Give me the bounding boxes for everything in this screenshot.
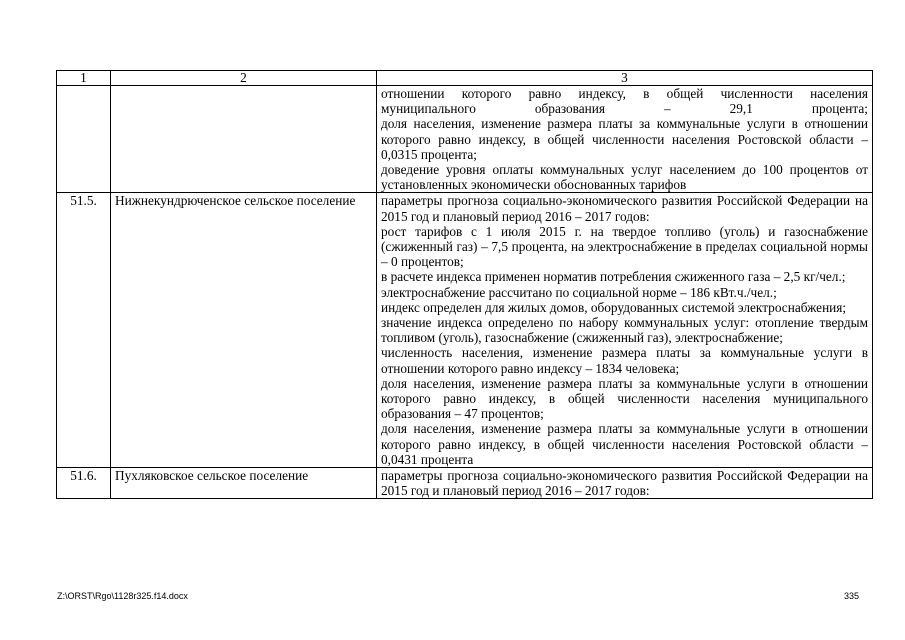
footer-page-number: 335 bbox=[844, 591, 860, 601]
description-paragraph: в расчете индекса применен норматив потребления сжиженного газа – 2,5 кг/чел.; bbox=[381, 269, 846, 285]
settlement-name bbox=[111, 86, 377, 193]
description-paragraph: электроснабжение рассчитано по социальной норме – 186 кВт.ч./чел.; bbox=[381, 284, 777, 300]
footer-file-path: Z:\ORST\Rgo\1128r325.f14.docx bbox=[57, 591, 188, 601]
description-paragraph: рост тарифов с 1 июля 2015 г. на твердое топливо (уголь) и газоснабжение (сжиженный газ) – 7,5 процента, на электроснабжение в пределах социальной нормы – 0 процентов; bbox=[381, 223, 868, 270]
description-paragraph: доля населения, изменение размера платы за коммунальные услуги в отношении которого равно индексу, в общей численности населения Ростовской области – 0,0431 процента bbox=[381, 421, 868, 467]
table-row bbox=[57, 468, 873, 499]
row-number: 51.5. bbox=[57, 193, 111, 468]
description-paragraph: доля населения, изменение размера платы за коммунальные услуги в отношении которого равно индексу, в общей численности населения муниципального образования – 47 процентов; bbox=[381, 375, 868, 422]
document-table bbox=[56, 70, 873, 499]
header-cell-3: 3 bbox=[377, 71, 873, 86]
header-cell-2: 2 bbox=[111, 71, 377, 86]
description-paragraph: параметры прогноза социально-экономического развития Российской Федерации на 2015 год и плановый период 2016 – 2017 годов: bbox=[381, 468, 868, 499]
description-cell bbox=[377, 193, 873, 468]
description-paragraph: параметры прогноза социально-экономического развития Российской Федерации на 2015 год и плановый период 2016 – 2017 годов: bbox=[381, 193, 868, 224]
description-paragraph: индекс определен для жилых домов, оборудованных системой электроснабжения; bbox=[381, 299, 847, 315]
header-cell-1: 1 bbox=[57, 71, 111, 86]
table-header-row bbox=[57, 71, 873, 86]
description-paragraph: численность населения, изменение размера платы за коммунальные услуги в отношении которого равно индексу – 1834 человека; bbox=[381, 345, 868, 376]
description-paragraph: значение индекса определено по набору коммунальных услуг: отопление твердым топливом (уголь), газоснабжение (сжиженный газ), электроснабжение; bbox=[381, 315, 868, 346]
row-number: 51.6. bbox=[57, 468, 111, 499]
description-cell bbox=[377, 468, 873, 499]
row-number bbox=[57, 86, 111, 193]
table-row bbox=[57, 193, 873, 468]
description-cell bbox=[377, 86, 873, 193]
settlement-name: Пухляковское сельское поселение bbox=[111, 468, 377, 499]
description-paragraph: доведение уровня оплаты коммунальных услуг населением до 100 процентов от установленных экономически обоснованных тарифов bbox=[381, 162, 868, 193]
settlement-name: Нижнекундрюченское сельское поселение bbox=[111, 193, 377, 468]
description-paragraph: доля населения, изменение размера платы за коммунальные услуги в отношении которого равно индексу, в общей численности населения Ростовской области – 0,0315 процента; bbox=[381, 116, 868, 162]
description-paragraph: отношении которого равно индексу, в общей численности населения муниципального образования – 29,1 процента; bbox=[381, 86, 868, 117]
table-row bbox=[57, 86, 873, 193]
